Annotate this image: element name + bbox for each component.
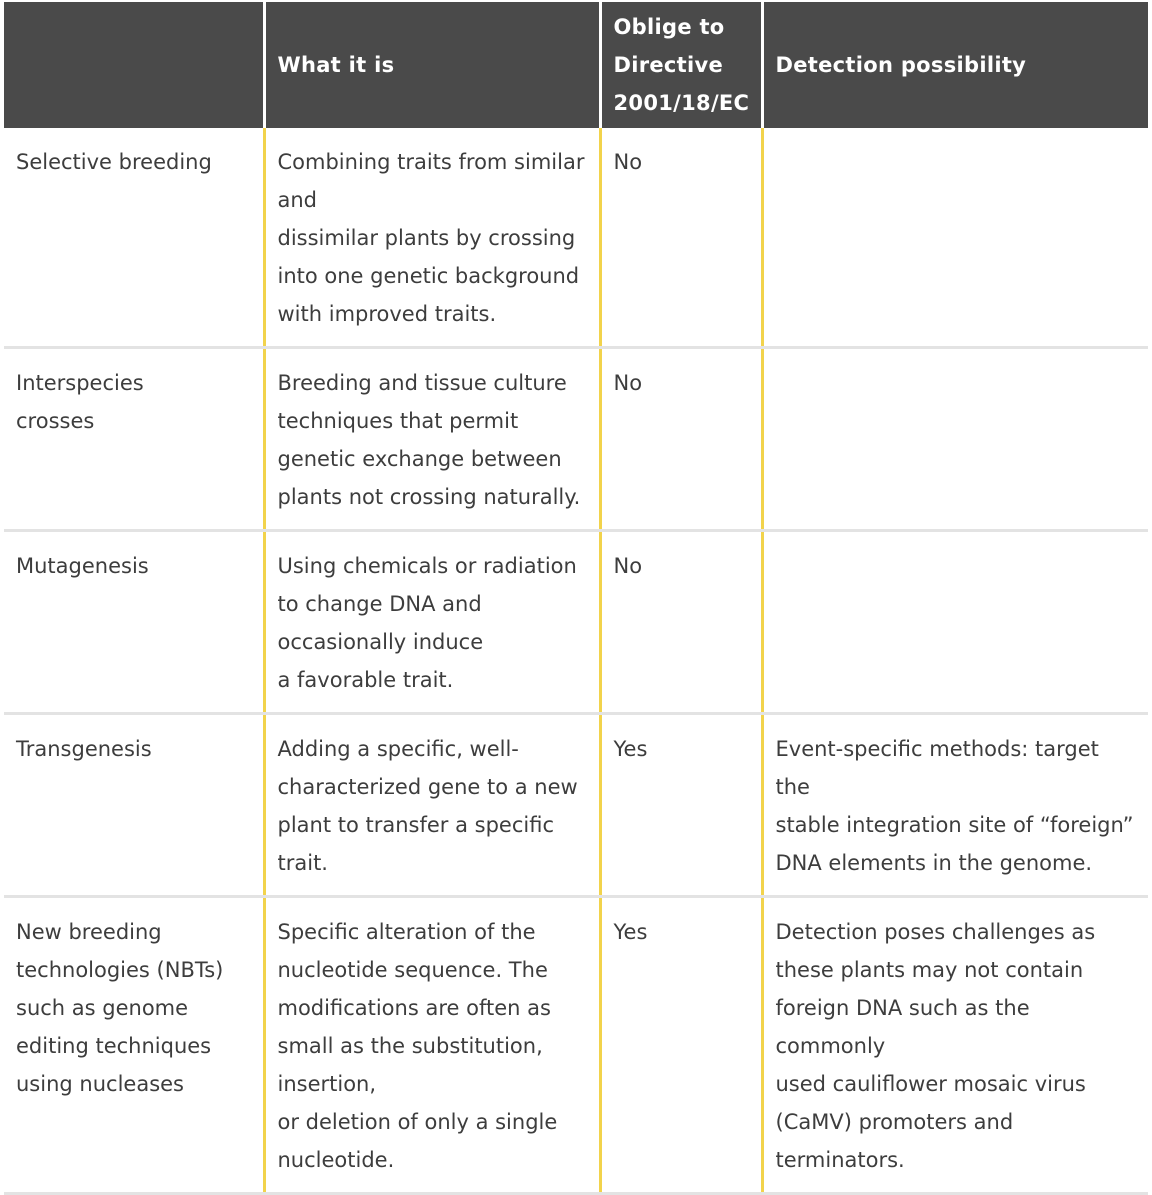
table-row	[4, 714, 1148, 897]
text-line: Specific alteration of the	[277, 920, 536, 944]
table-row	[4, 531, 1148, 714]
text-line: used cauliflower mosaic virus	[775, 1072, 1086, 1096]
text-line: modifications are often as	[277, 996, 551, 1020]
text-line: editing techniques	[16, 1034, 212, 1058]
header-oblige-line: Directive	[613, 53, 724, 77]
text-line: these plants may not contain	[775, 958, 1084, 982]
cell-detection	[762, 714, 1148, 897]
cell-method	[4, 128, 264, 348]
cell-oblige: Yes	[600, 714, 762, 897]
text-line: with improved traits.	[277, 302, 497, 326]
text-line: dissimilar plants by crossing	[277, 226, 576, 250]
breeding-methods-table	[4, 2, 1148, 1195]
cell-what-it-is	[264, 714, 600, 897]
text-line: technologies (NBTs)	[16, 958, 224, 982]
text-line: Interspecies	[16, 371, 144, 395]
text-line: New breeding	[16, 920, 162, 944]
text-line: to change DNA and	[277, 592, 482, 616]
table-row	[4, 348, 1148, 531]
text-line: small as the substitution,	[277, 1034, 543, 1058]
text-line: and	[277, 188, 318, 212]
text-line: nucleotide.	[277, 1148, 395, 1172]
table-row	[4, 897, 1148, 1194]
text-line: stable integration site of “foreign”	[775, 813, 1134, 837]
text-line: Transgenesis	[16, 737, 152, 761]
cell-method	[4, 348, 264, 531]
text-line: plants not crossing naturally.	[277, 485, 581, 509]
text-line: insertion,	[277, 1072, 377, 1096]
cell-oblige: Yes	[600, 897, 762, 1194]
table-row	[4, 128, 1148, 348]
header-row	[4, 2, 1148, 128]
cell-what-it-is	[264, 897, 600, 1194]
text-line: Event-specific methods: target the	[775, 737, 1099, 799]
text-line: Adding a specific, well-	[277, 737, 519, 761]
text-line: Breeding and tissue culture	[277, 371, 567, 395]
cell-method	[4, 531, 264, 714]
text-line: foreign DNA such as the commonly	[775, 996, 1030, 1058]
text-line: techniques that permit	[277, 409, 519, 433]
header-oblige-line: 2001/18/EC	[613, 91, 750, 115]
text-line: trait.	[277, 851, 328, 875]
cell-method	[4, 897, 264, 1194]
text-line: Combining traits from similar	[277, 150, 585, 174]
cell-detection	[762, 348, 1148, 531]
text-line: a favorable trait.	[277, 668, 454, 692]
text-line: such as genome	[16, 996, 189, 1020]
text-line: nucleotide sequence. The	[277, 958, 548, 982]
header-detection-possibility: Detection possibility	[762, 2, 1148, 128]
cell-oblige: No	[600, 348, 762, 531]
text-line: characterized gene to a new	[277, 775, 578, 799]
text-line: (CaMV) promoters and terminators.	[775, 1110, 1014, 1172]
cell-what-it-is	[264, 128, 600, 348]
text-line: plant to transfer a specific	[277, 813, 555, 837]
header-method	[4, 2, 264, 128]
text-line: into one genetic background	[277, 264, 580, 288]
header-what-it-is: What it is	[264, 2, 600, 128]
cell-method	[4, 714, 264, 897]
text-line: DNA elements in the genome.	[775, 851, 1093, 875]
text-line: or deletion of only a single	[277, 1110, 558, 1134]
cell-what-it-is	[264, 348, 600, 531]
header-oblige-line: Oblige to	[613, 15, 725, 39]
text-line: occasionally induce	[277, 630, 484, 654]
text-line: Detection poses challenges as	[775, 920, 1096, 944]
text-line: Mutagenesis	[16, 554, 149, 578]
cell-detection	[762, 531, 1148, 714]
cell-detection	[762, 128, 1148, 348]
text-line: crosses	[16, 409, 95, 433]
cell-what-it-is	[264, 531, 600, 714]
text-line: genetic exchange between	[277, 447, 562, 471]
text-line: using nucleases	[16, 1072, 184, 1096]
cell-detection	[762, 897, 1148, 1194]
text-line: Selective breeding	[16, 150, 212, 174]
cell-oblige: No	[600, 531, 762, 714]
cell-oblige: No	[600, 128, 762, 348]
header-oblige-directive	[600, 2, 762, 128]
text-line: Using chemicals or radiation	[277, 554, 577, 578]
